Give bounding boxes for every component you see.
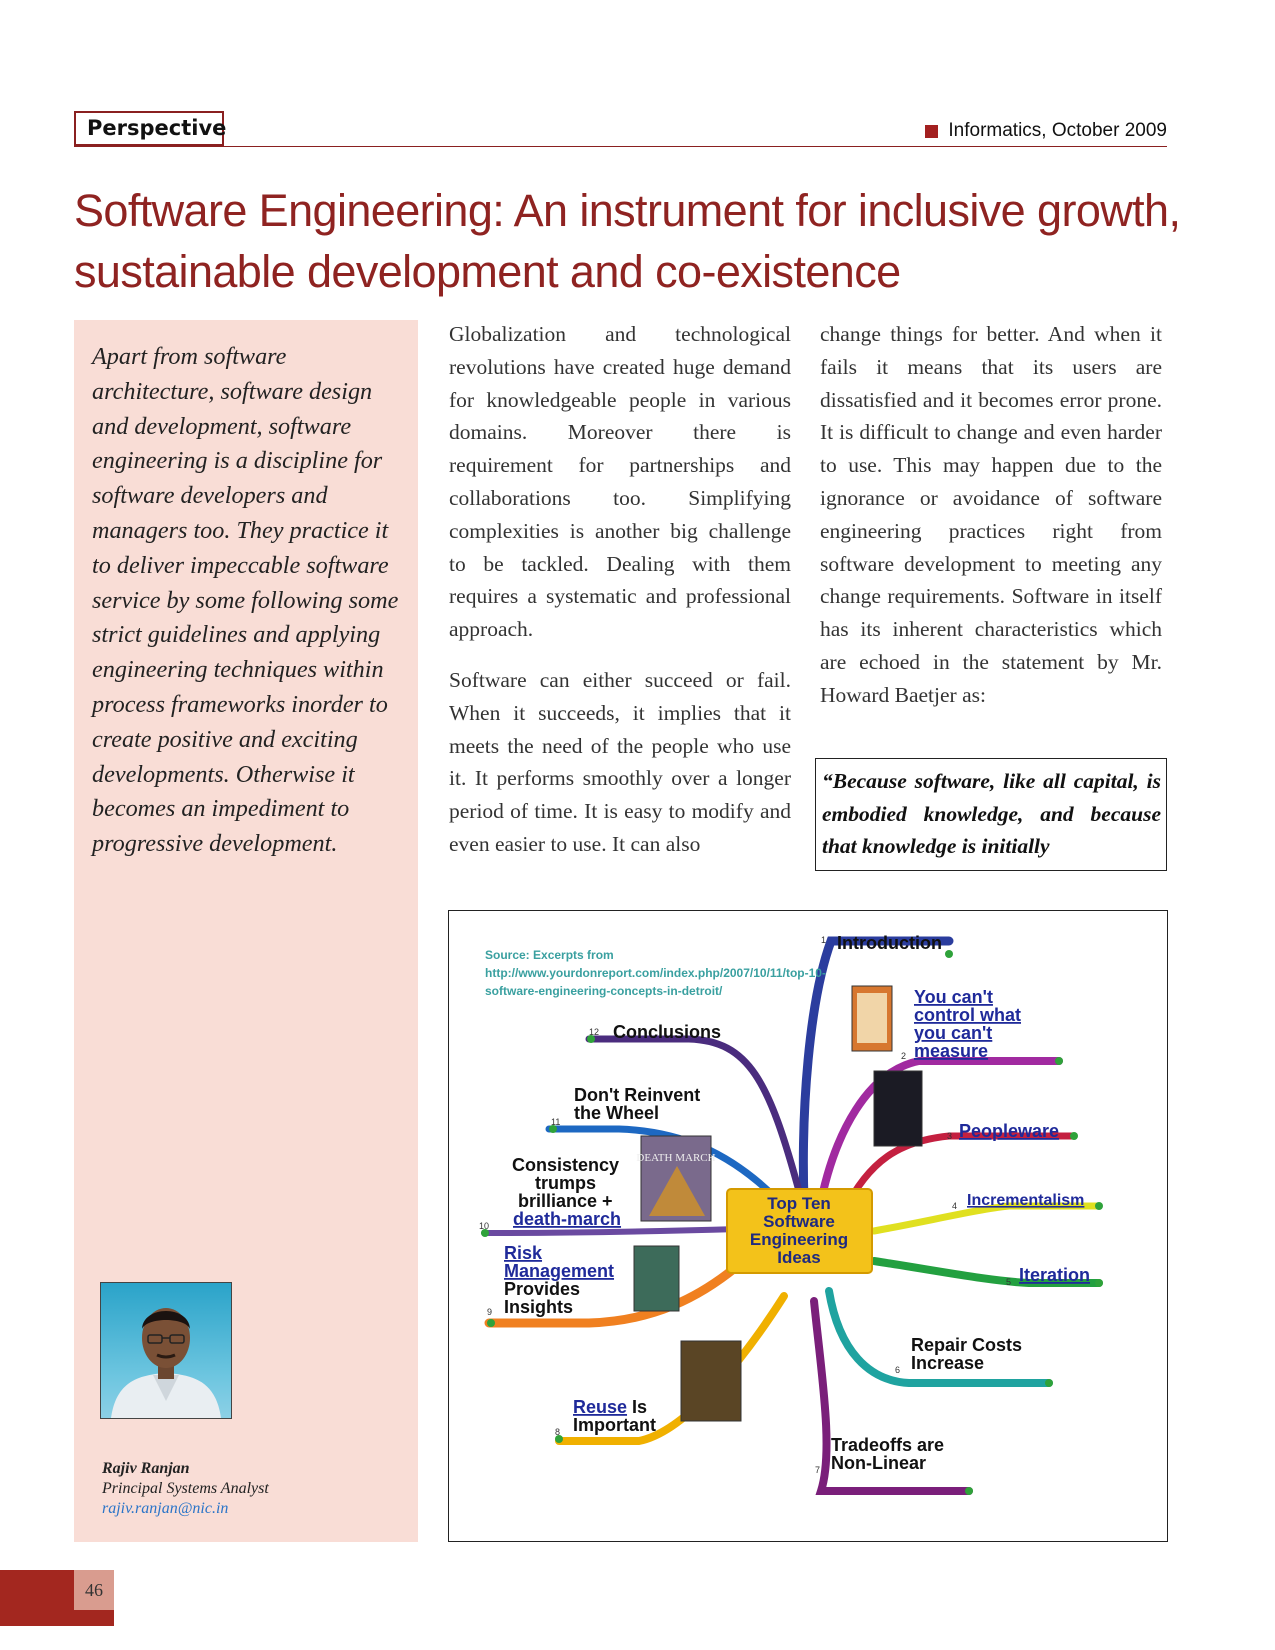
author-portrait-image — [101, 1283, 231, 1418]
node-reuse: Reuse Is — [573, 1397, 648, 1417]
source-url: software-engineering-concepts-in-detroit/ — [485, 984, 723, 998]
node-number: 6 — [895, 1365, 901, 1375]
svg-text:Top Ten: Top Ten — [767, 1194, 831, 1213]
node-tradeoffs: Tradeoffs are — [831, 1435, 945, 1455]
page-number: 46 — [74, 1570, 114, 1610]
node-risk: Provides — [504, 1279, 581, 1299]
branch-consistency — [484, 1229, 739, 1233]
node-risk-link[interactable]: Risk — [504, 1243, 543, 1263]
issue-square-icon — [925, 125, 938, 138]
svg-text:Engineering: Engineering — [749, 1230, 849, 1249]
body-paragraph: change things for better. And when it fails it means that its users are dissatisfied and it becomes error prone. It is difficult to change and even harder to use. This may happen due to the ignorance or avoidance of software engineering practices right from software development to meeting any change requirements. Software in itself has its inherent characteristics which are echoed in the statement by Mr. Howard Baetjer as: — [820, 322, 1162, 707]
svg-text:Software: Software — [763, 1212, 835, 1231]
issue-label: Informatics, October 2009 — [948, 120, 1167, 141]
issue-info — [925, 120, 1167, 142]
node-introduction: Introduction — [837, 933, 942, 953]
node-measure-link[interactable]: measure — [914, 1041, 989, 1061]
source-text: Source: Excerpts from — [485, 948, 614, 962]
pull-quote: Apart from software architecture, software design and development, software engineering is a discipline for software developers and managers too. They practice it to deliver impeccable software service by some following some strict guidelines and applying engineering techniques within process frameworks inorder to create positive and exciting developments. Otherwise it becomes an impediment to progressive development. — [92, 343, 399, 858]
author-name: Rajiv Ranjan — [102, 1460, 190, 1477]
body-column-2 — [820, 318, 1162, 730]
svg-text:Ideas: Ideas — [777, 1248, 821, 1267]
book-cover-icon — [681, 1341, 741, 1421]
node-number: 8 — [555, 1427, 561, 1437]
mindmap-diagram — [449, 911, 1167, 1541]
branch-incrementalism — [874, 1206, 1099, 1231]
node-measure-link[interactable]: control what — [914, 1005, 1021, 1025]
node-measure-link[interactable]: You can't — [914, 987, 993, 1007]
node-peopleware-link[interactable]: Peopleware — [959, 1121, 1060, 1141]
mindmap-figure — [448, 910, 1168, 1542]
node-reinvent: the Wheel — [574, 1103, 660, 1123]
node-measure-link[interactable]: you can't — [914, 1023, 993, 1043]
node-reuse: Important — [573, 1415, 656, 1435]
node-number: 2 — [901, 1051, 907, 1061]
author-email-link[interactable]: rajiv.ranjan@nic.in — [102, 1500, 229, 1517]
header-rule — [74, 146, 1167, 147]
node-repair: Increase — [911, 1353, 985, 1373]
node-number: 10 — [479, 1221, 490, 1231]
article-title: Software Engineering: An instrument for inclusive growth, sustainable development and co-existence — [74, 185, 1181, 297]
node-repair: Repair Costs — [911, 1335, 1023, 1355]
node-number: 1 — [821, 935, 827, 945]
node-number: 7 — [815, 1465, 821, 1475]
node-number: 9 — [487, 1307, 493, 1317]
node-conclusions: Conclusions — [613, 1022, 722, 1042]
node-number: 4 — [952, 1201, 958, 1211]
node-number: 11 — [551, 1117, 561, 1127]
node-tradeoffs: Non-Linear — [831, 1453, 927, 1473]
section-tag: Perspective — [74, 111, 224, 146]
author-photo — [100, 1282, 232, 1419]
quote-box: “Because software, like all capital, is embodied knowledge, and because that knowledge is initially — [815, 758, 1167, 871]
body-paragraph: Globalization and technological revolutions have created huge demand for knowledgeable people in various domains. Moreover there is requirement for partnerships and collaborations too. Simplifying complexities is another big challenge to be tackled. Dealing with them requires a systematic and professional approach. — [449, 322, 791, 642]
body-paragraph: Software can either succeed or fail. When it succeeds, it implies that it meets the need of the people who use it. It performs smoothly over a longer period of time. It is easy to modify and even easier to use. It can also — [449, 667, 791, 856]
node-iteration-link[interactable]: Iteration — [1019, 1265, 1091, 1285]
node-number: 12 — [589, 1027, 600, 1037]
node-risk-link[interactable]: Management — [504, 1261, 615, 1281]
book-cover-icon — [634, 1246, 679, 1311]
node-consistency: trumps — [535, 1173, 597, 1193]
source-url: http://www.yourdonreport.com/index.php/2007/10/11/top-10- — [485, 966, 826, 980]
node-number: 5 — [1006, 1277, 1012, 1287]
body-column-1 — [449, 318, 791, 879]
node-reinvent: Don't Reinvent — [574, 1085, 701, 1105]
node-consistency-link[interactable]: death-march — [513, 1209, 622, 1229]
node-incrementalism-link[interactable]: Incrementalism — [967, 1192, 1085, 1209]
node-consistency: brilliance + — [518, 1191, 613, 1211]
book-title: DEATH MARCH — [636, 1152, 716, 1164]
author-role: Principal Systems Analyst — [102, 1480, 269, 1497]
book-cover-icon — [874, 1071, 922, 1146]
node-number: 3 — [947, 1131, 953, 1141]
node-risk: Insights — [504, 1297, 574, 1317]
page-number-block — [0, 1570, 74, 1626]
node-consistency: Consistency — [512, 1155, 620, 1175]
page-number-bar — [74, 1610, 114, 1626]
